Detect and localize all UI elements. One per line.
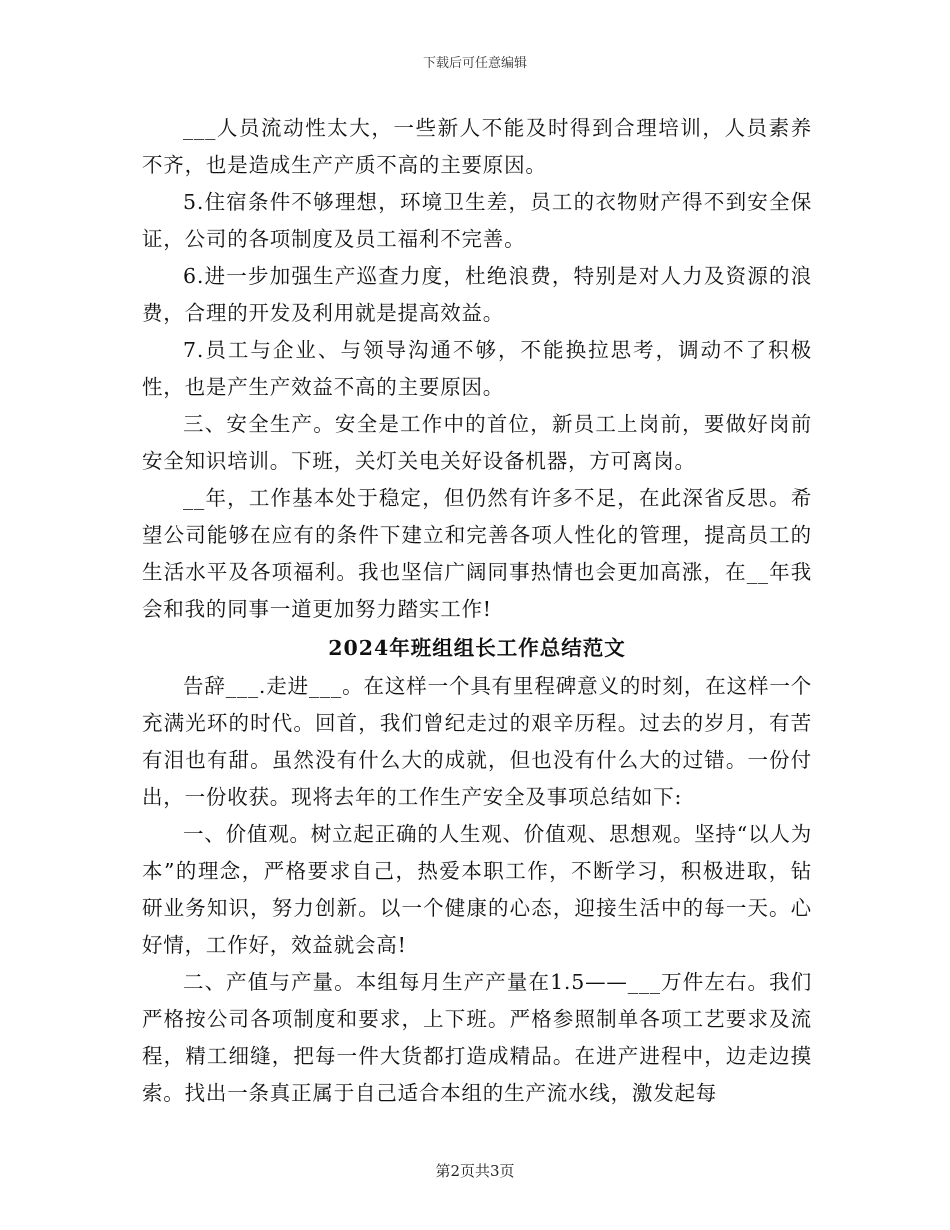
- page-header: 下载后可任意编辑: [422, 56, 527, 71]
- section-title: 2024年班组组长工作总结范文: [328, 636, 626, 660]
- paragraph: 7.员工与企业、与领导沟通不够，不能换拉思考，调动不了积极性，也是产生产效益不高的主要原因。: [142, 338, 812, 399]
- paragraph: ___人员流动性太大，一些新人不能及时得到合理培训，人员素养不齐，也是造成生产产质不高的主要原因。: [142, 116, 812, 177]
- page-footer: 第2页共3页: [435, 1162, 515, 1180]
- paragraph: __年，工作基本处于稳定，但仍然有许多不足，在此深省反思。希望公司能够在应有的条件下建立和完善各项人性化的管理，提高员工的生活水平及各项福利。我也坚信广阔同事热情也会更加高涨，在__年我会和我的同事一道更加努力踏实工作!: [142, 486, 812, 621]
- paragraph: 一、价值观。树立起正确的人生观、价值观、思想观。坚持“以人为本”的理念，严格要求自己，热爱本职工作，不断学习，积极进取，钻研业务知识，努力创新。以一个健康的心态，迎接生活中的每一天。心好情，工作好，效益就会高!: [142, 822, 812, 957]
- paragraph: 5.住宿条件不够理想，环境卫生差，员工的衣物财产得不到安全保证，公司的各项制度及员工福利不完善。: [142, 190, 812, 251]
- paragraph: 二、产值与产量。本组每月生产产量在1.5——___万件左右。我们严格按公司各项制度和要求，上下班。严格参照制单各项工艺要求及流程，精工细缝，把每一件大货都打造成精品。在进产进程中，边走边摸索。找出一条真正属于自己适合本组的生产流水线，激发起每: [142, 970, 812, 1105]
- paragraph: 告辞___.走进___。在这样一个具有里程碑意义的时刻，在这样一个充满光环的时代。回首，我们曾纪走过的艰辛历程。过去的岁月，有苦有泪也有甜。虽然没有什么大的成就，但也没有什么大的过错。一份付出，一份收获。现将去年的工作生产安全及事项总结如下:: [142, 674, 812, 809]
- paragraph: 6.进一步加强生产巡查力度，杜绝浪费，特别是对人力及资源的浪费，合理的开发及利用就是提高效益。: [142, 264, 812, 325]
- paragraph: 三、安全生产。安全是工作中的首位，新员工上岗前，要做好岗前安全知识培训。下班，关灯关电关好设备机器，方可离岗。: [142, 412, 812, 473]
- document-body: [142, 110, 812, 1112]
